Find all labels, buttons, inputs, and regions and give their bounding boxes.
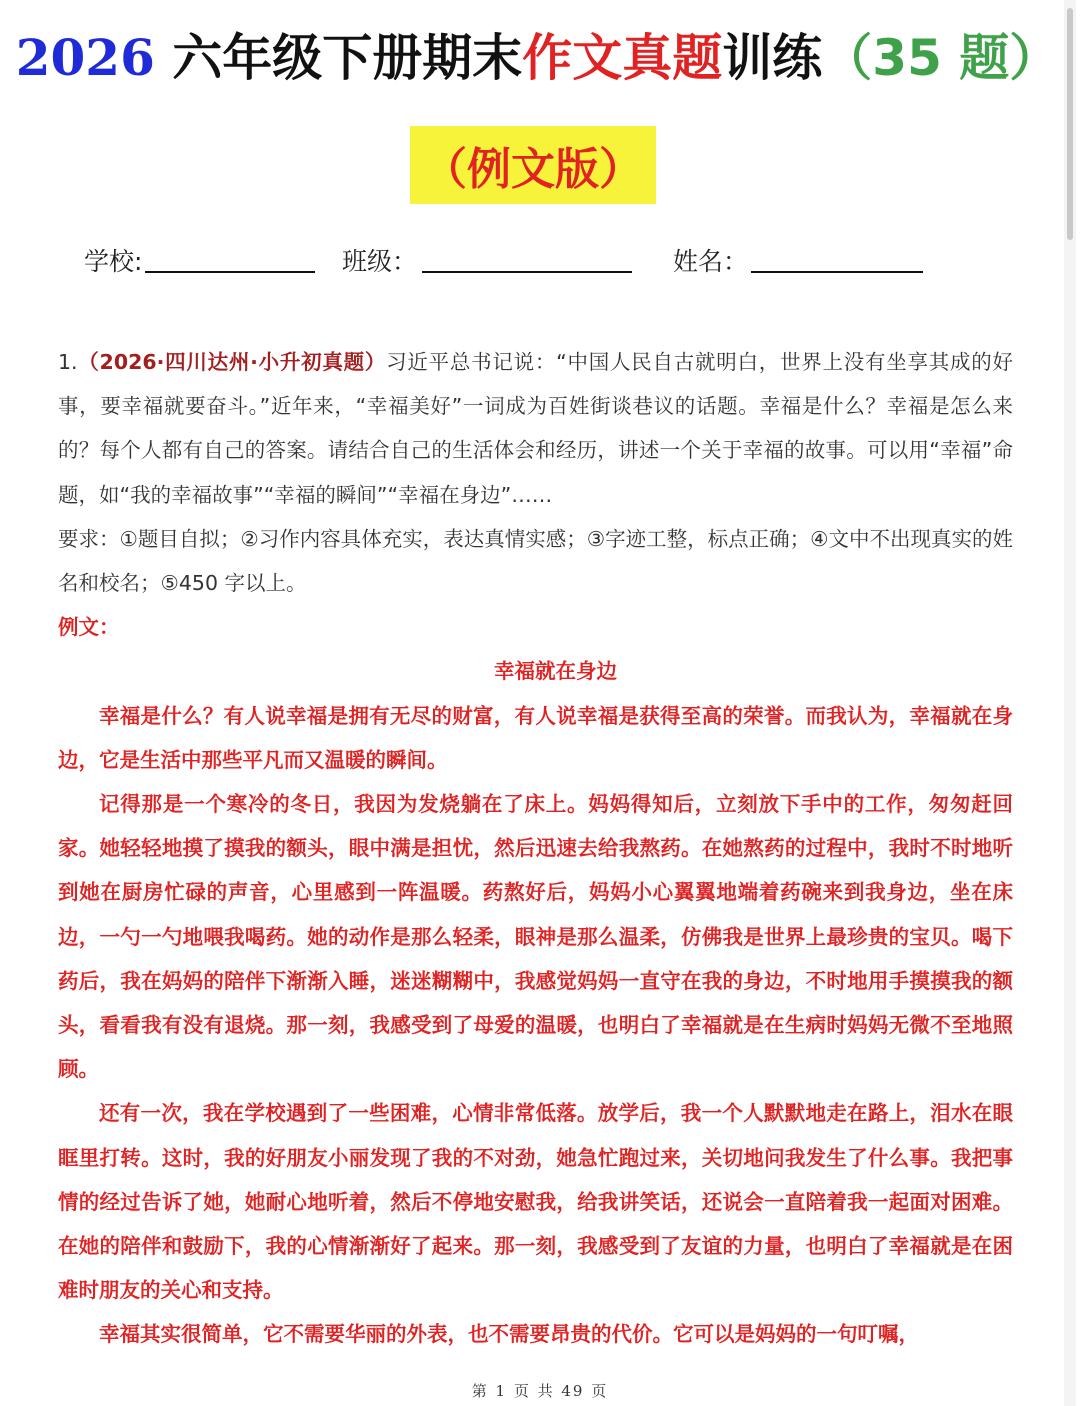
title-training: 训练 — [722, 29, 823, 87]
essay-title: 幸福就在身边 — [494, 659, 617, 684]
essay-paragraph: 幸福其实很简单，它不需要华丽的外表，也不需要昂贵的代价。它可以是妈妈的一句叮嘱， — [99, 1322, 919, 1347]
subtitle-banner — [410, 126, 656, 204]
essay-paragraph: 还有一次，我在学校遇到了一些困难，心情非常低落。放学后，我一个人默默地走在路上，泪水在眼眶里打转。这时，我的好朋友小丽发现了我的不对劲，她急忙跑过来，关切地问我发生了什么事。我把事情的经过告诉了她，她耐心地听着，然后不停地安慰我，给我讲笑话，还说会一直陪着我一起面对困难。在她的陪伴和鼓励下，我的心情渐渐好了起来。那一刻，我感受到了友谊的力量，也明白了幸福就是在困难时朋友的关心和支持。 — [58, 1101, 1013, 1303]
example-label: 例文： — [58, 615, 120, 640]
title-highlight: 作文真题 — [522, 29, 723, 87]
page-title — [0, 18, 1075, 90]
question-requirements: 要求：①题目自拟；②习作内容具体充实，表达真情实感；③字迹工整，标点正确；④文中不出现真实的姓名和校名；⑤450 字以上。 — [58, 526, 1014, 596]
title-count: （35 题） — [822, 29, 1060, 87]
title-year: 2026 — [15, 28, 155, 87]
school-label: 学校: — [84, 247, 143, 276]
scrollbar[interactable] — [1064, 0, 1076, 1406]
essay-paragraph: 记得那是一个寒冷的冬日，我因为发烧躺在了床上。妈妈得知后，立刻放下手中的工作，匆匆赶回家。她轻轻地摸了摸我的额头，眼中满是担忧，然后迅速去给我熬药。在她熬药的过程中，我时不时地听到她在厨房忙碌的声音，心里感到一阵温暖。药熬好后，妈妈小心翼翼地端着药碗来到我身边，坐在床边，一勺一勺地喂我喝药。她的动作是那么轻柔，眼神是那么温柔，仿佛我是世界上最珍贵的宝贝。喝下药后，我在妈妈的陪伴下渐渐入睡，迷迷糊糊中，我感觉妈妈一直守在我的身边，不时地用手摸摸我的额头，看看我有没有退烧。那一刻，我感受到了母爱的温暖，也明白了幸福就是在生病时妈妈无微不至地照顾。 — [58, 792, 1013, 1082]
question-prompt — [58, 340, 1013, 517]
essay-paragraph: 幸福是什么？有人说幸福是拥有无尽的财富，有人说幸福是获得至高的荣誉。而我认为，幸福就在身边，它是生活中那些平凡而又温暖的瞬间。 — [58, 703, 1013, 772]
school-blank — [145, 271, 315, 273]
question-text: 习近平总书记说：“中国人民自古就明白，世界上没有坐享其成的好事，要幸福就要奋斗。”近年来，“幸福美好”一词成为百姓街谈巷议的话题。幸福是什么？幸福是怎么来的？每个人都有自己的答案。请结合自己的生活体会和经历，讲述一个关于幸福的故事。可以用“幸福”命题，如“我的幸福故事”“幸福的瞬间”“幸福在身边”…… — [58, 350, 1013, 507]
page-footer: 第 1 页 共 49 页 — [471, 1382, 609, 1400]
question-number: 1. — [58, 350, 78, 374]
document-body — [58, 340, 1013, 1357]
name-label: 姓名： — [673, 247, 749, 276]
question-source: （2026·四川达州·小升初真题） — [77, 350, 387, 374]
class-label: 班级： — [342, 247, 418, 276]
title-grade: 六年级下册期末 — [154, 29, 523, 87]
subtitle: （例文版） — [423, 144, 643, 195]
name-blank — [751, 271, 923, 273]
class-blank — [422, 271, 632, 273]
